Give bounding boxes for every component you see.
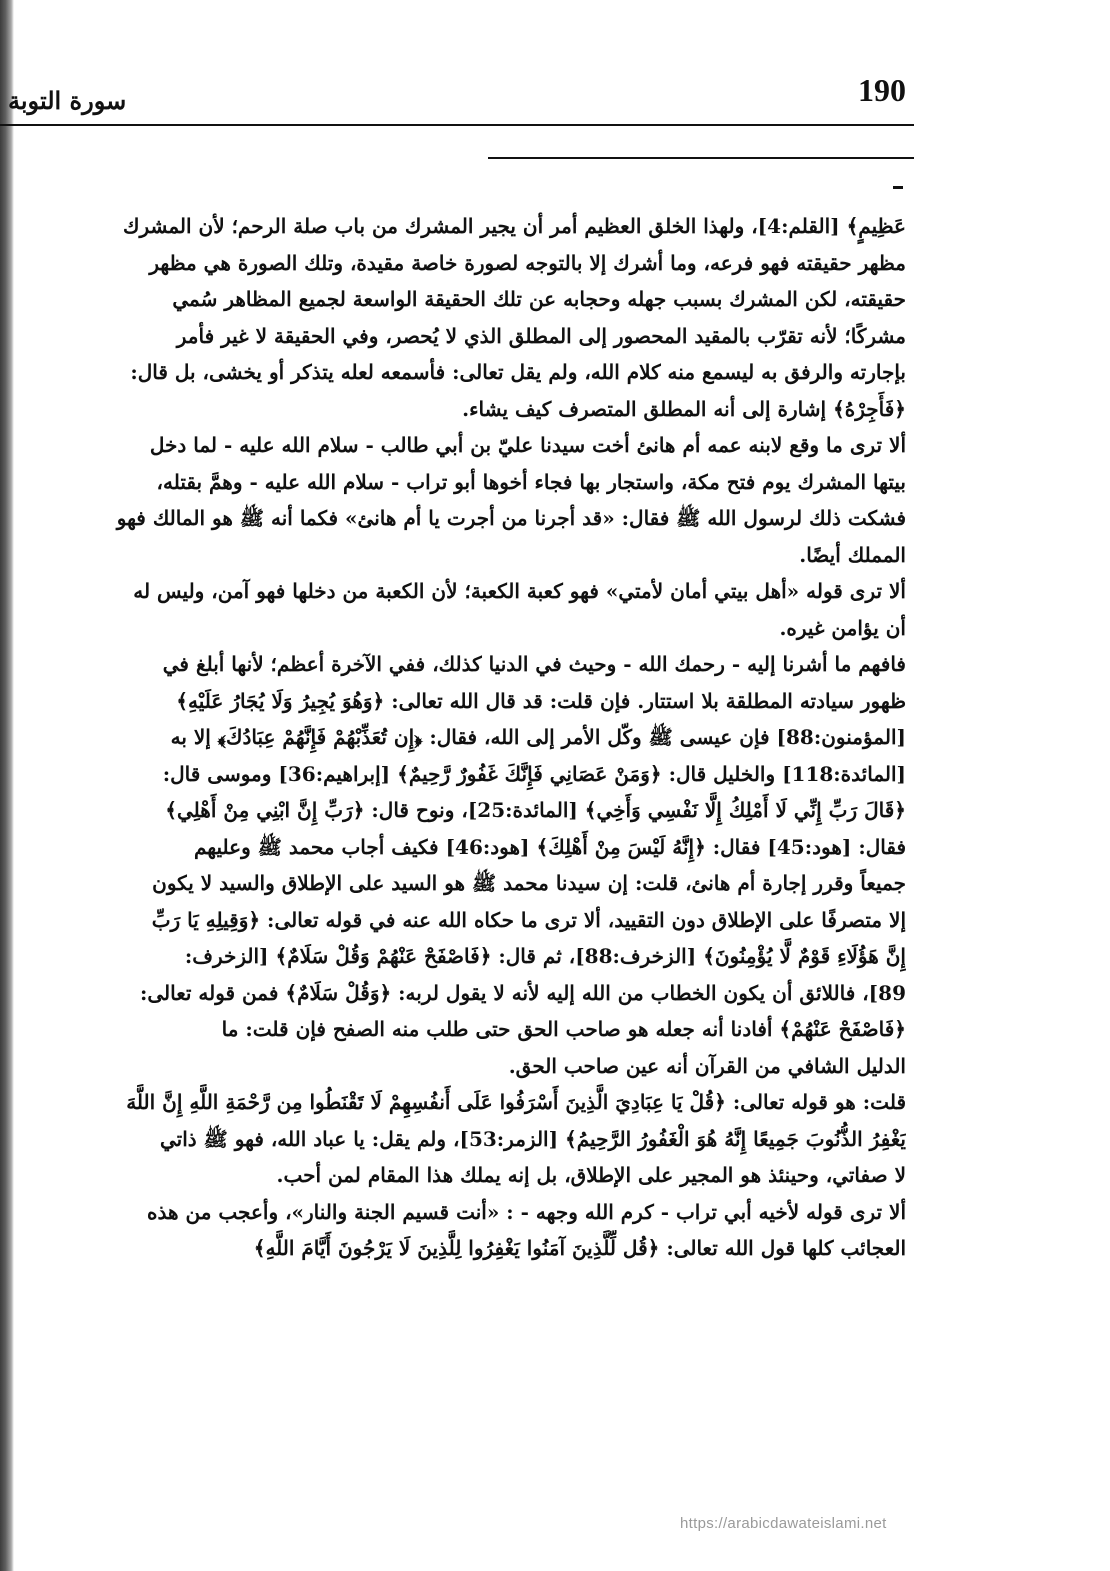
text-line: قلت: هو قوله تعالى: ﴿قُلْ يَا عِبَادِيَ الَّذِينَ أَسْرَفُوا عَلَى أَنفُسِهِمْ لَا تَقْنَطُوا مِن رَّحْمَةِ اللَّهِ إِنَّ اللَّهَ bbox=[126, 1090, 906, 1114]
text-line: ألا ترى قوله «أهل بيتي أمان لأمتي» فهو كعبة الكعبة؛ لأن الكعبة من دخلها فهو آمن، وليس له bbox=[133, 579, 906, 603]
text-line: فافهم ما أشرنا إليه - رحمك الله - وحيث في الدنيا كذلك، ففي الآخرة أعظم؛ لأنها أبلغ في bbox=[162, 652, 906, 676]
text-line: مشركًا؛ لأنه تقرّب بالمقيد المحصور إلى المطلق الذي لا يُحصر، وفي الحقيقة لا غير فأمر bbox=[176, 323, 906, 348]
dash-mark bbox=[893, 186, 903, 189]
text-line: جميعاً وقرر إجارة أم هانئ، قلت: إن سيدنا محمد ﷺ هو السيد على الإطلاق والسيد لا يكون bbox=[152, 871, 906, 895]
text-line: إِنَّ هَؤُلَاءِ قَوْمٌ لَّا يُؤْمِنُونَ﴾ [الزخرف:88]، ثم قال: ﴿فَاصْفَحْ عَنْهُمْ وَقُلْ سَلَامٌ﴾ [الزخرف: bbox=[184, 944, 906, 968]
text-line: عَظِيمٍ﴾ [القلم:4]، ولهذا الخلق العظيم أمر أن يجير المشرك من باب صلة الرحم؛ لأن المشرك bbox=[122, 214, 906, 238]
text-line: أن يؤامن غيره. bbox=[779, 615, 906, 640]
text-line: ألا ترى ما وقع لابنه عمه أم هانئ أخت سيدنا عليّ بن أبي طالب - سلام الله عليه - لما دخل bbox=[149, 433, 906, 457]
text-line: ﴿قَالَ رَبِّ إِنِّي لَا أَمْلِكُ إِلَّا نَفْسِي وَأَخِي﴾ [المائدة:25]، ونوح قال: ﴿رَبِّ إِنَّ ابْنِي مِنْ أَهْلِي﴾ bbox=[165, 798, 906, 822]
page-body bbox=[6, 208, 906, 1267]
source-watermark: https://arabicdawateislami.net bbox=[680, 1515, 887, 1532]
text-line: ظهور سيادته المطلقة بلا استتار. فإن قلت: قد قال الله تعالى: ﴿وَهُوَ يُجِيرُ وَلَا يُجَارُ عَلَيْهِ﴾ bbox=[176, 688, 906, 713]
section-rule bbox=[488, 157, 914, 159]
text-line: [المؤمنون:88] فإن عيسى ﷺ وكّل الأمر إلى الله، فقال: ﴿إِن تُعَذِّبْهُمْ فَإِنَّهُمْ عِبَادُكَ﴾ إلا به bbox=[170, 725, 906, 749]
surah-title: سورة التوبة bbox=[8, 86, 127, 115]
page-number: 190 bbox=[858, 72, 906, 108]
text-line: [المائدة:118] والخليل قال: ﴿وَمَنْ عَصَانِي فَإِنَّكَ غَفُورٌ رَّحِيمٌ﴾ [إبراهيم:36] وموسى قال: bbox=[162, 761, 906, 786]
text-line: فشكت ذلك لرسول الله ﷺ فقال: «قد أجرنا من أجرت يا أم هانئ» فكما أنه ﷺ هو المالك فهو bbox=[116, 506, 906, 530]
text-line: فقال: [هود:45] فقال: ﴿إِنَّهُ لَيْسَ مِنْ أَهْلِكَ﴾ [هود:46] فكيف أجاب محمد ﷺ وعليهم bbox=[193, 834, 906, 859]
text-line: بإجارته والرفق به ليسمع منه كلام الله، ولم يقل تعالى: فأسمعه لعله يتذكر أو يخشى، بل قال: bbox=[130, 360, 906, 384]
header-rule bbox=[0, 124, 914, 126]
text-line: ﴿فَأَجِرْهُ﴾ إشارة إلى أنه المطلق المتصرف كيف يشاء. bbox=[462, 396, 906, 421]
text-line: مظهر حقيقته فهو فرعه، وما أشرك إلا بالتوجه لصورة خاصة مقيدة، وتلك الصورة هي مظهر bbox=[149, 250, 906, 275]
text-line: ﴿فَاصْفَحْ عَنْهُمْ﴾ أفادنا أنه جعله هو صاحب الحق حتى طلب منه الصفح فإن قلت: ما bbox=[221, 1017, 906, 1041]
text-line: الدليل الشافي من القرآن أنه عين صاحب الحق. bbox=[508, 1053, 906, 1078]
text-line: إلا متصرفًا على الإطلاق دون التقييد، ألا ترى ما حكاه الله عنه في قوله تعالى: ﴿وَقِيلِهِ يَا رَبِّ bbox=[151, 907, 906, 932]
text-line: 89]، فاللائق أن يكون الخطاب من الله إليه لأنه لا يقول لربه: ﴿وَقُلْ سَلَامٌ﴾ فمن قوله تعالى: bbox=[139, 980, 906, 1005]
text-line: بيتها المشرك يوم فتح مكة، واستجار بها فجاء أخوها أبو تراب - سلام الله عليه - وهمَّ بقتله، bbox=[156, 469, 906, 494]
text-line: ألا ترى قوله لأخيه أبي تراب - كرم الله وجهه - : «أنت قسيم الجنة والنار»، وأعجب من هذه bbox=[147, 1199, 906, 1224]
text-line: يَغْفِرُ الذُّنُوبَ جَمِيعًا إِنَّهُ هُوَ الْغَفُورُ الرَّحِيمُ﴾ [الزمر:53]، ولم يقل: يا عباد الله، فهو ﷺ ذاتي bbox=[159, 1126, 906, 1151]
text-line: المملك أيضًا. bbox=[799, 542, 906, 567]
text-line: حقيقته، لكن المشرك بسبب جهله وحجابه عن تلك الحقيقة الواسعة لجميع المظاهر سُمي bbox=[172, 287, 906, 311]
text-line: لا صفاتي، وحينئذ هو المجير على الإطلاق، بل إنه يملك هذا المقام لمن أحب. bbox=[276, 1163, 906, 1187]
text-line: العجائب كلها قول الله تعالى: ﴿قُل لِّلَّذِينَ آمَنُوا يَغْفِرُوا لِلَّذِينَ لَا يَرْجُونَ أَيَّامَ اللَّهِ﴾ bbox=[253, 1236, 906, 1260]
